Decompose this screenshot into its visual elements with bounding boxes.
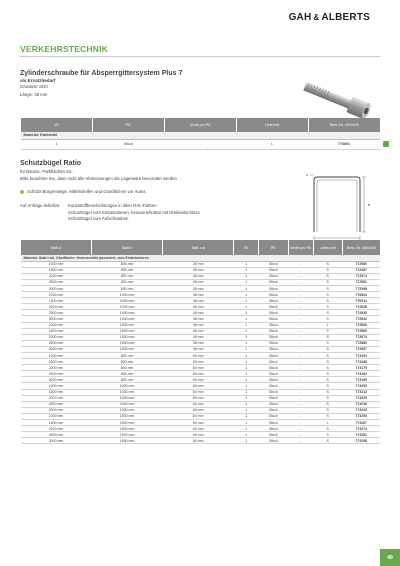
bullet-text: Schützt Bürgersteige, Mittelstreifen und Grasflächen vor Autos — [27, 189, 146, 195]
cell-mass-c: 60 mm — [163, 353, 234, 359]
cell-mass-b: 800 mm — [92, 359, 163, 365]
section-divider — [20, 56, 380, 57]
cell-inhalt: - — [288, 346, 313, 352]
cell-inhalt: - — [288, 279, 313, 285]
header-mass-a: Maß a — [21, 240, 92, 255]
cell-ve: 1 — [234, 407, 259, 413]
product2-table-wrap — [20, 240, 380, 444]
cell-mass-a: 1000 mm — [21, 353, 92, 359]
cell-pe: Stück — [259, 426, 288, 432]
cell-pe: Stück — [259, 395, 288, 401]
header-bestnr: Best.-Nr. 4004335 — [342, 240, 380, 255]
cell-mass-a: 2500 mm — [21, 432, 92, 438]
cell-mass-a: 2000 mm — [21, 334, 92, 340]
cell-mass-b: 1500 mm — [92, 334, 163, 340]
cell-pe: Stück — [259, 328, 288, 334]
cell-article-number: 773151 — [342, 353, 380, 359]
cell-mass-a: 2000 mm — [21, 426, 92, 432]
cell-article-number: 772873 — [342, 334, 380, 340]
cell-mass-c: 60 mm — [163, 371, 234, 377]
cell-mass-b: 1000 mm — [92, 292, 163, 298]
table-row — [21, 139, 381, 149]
cell-mass-b: 1500 mm — [92, 346, 163, 352]
cell-pe: Stück — [259, 285, 288, 291]
cell-lieferzeit: L — [236, 139, 308, 149]
request-label: Auf Anfrage lieferbar: — [20, 203, 61, 209]
request-list — [68, 203, 200, 223]
cell-pe: Stück — [259, 316, 288, 322]
cell-mass-c: 60 mm — [163, 359, 234, 365]
cell-mass-c: 48 mm — [163, 267, 234, 273]
request-item: Kunststoffbeschichtungen in allen RAL-Farben — [68, 203, 157, 209]
header-inhalt: Inhalt pro PE — [164, 118, 236, 132]
product2-info — [20, 160, 270, 223]
request-item: Schutzbügel zum Aufschrauben — [68, 216, 129, 222]
cell-inhalt: - — [288, 267, 313, 273]
cell-inhalt: - — [288, 426, 313, 432]
cell-pe: Stück — [259, 420, 288, 426]
cell-mass-a: 2000 mm — [21, 395, 92, 401]
cell-mass-a: 1000 mm — [21, 383, 92, 389]
cell-mass-c: 48 mm — [163, 273, 234, 279]
cell-article-number: 772897 — [342, 346, 380, 352]
product1-spec-thread: Gewinde: M10 — [20, 84, 48, 89]
cell-inhalt: - — [288, 340, 313, 346]
cell-inhalt: - — [288, 365, 313, 371]
cell-mass-a: 2500 mm — [21, 371, 92, 377]
cell-lieferzeit: S — [313, 267, 342, 273]
cell-ve: 1 — [234, 334, 259, 340]
cell-inhalt: - — [288, 389, 313, 395]
bullet-dot-icon — [20, 190, 24, 194]
cell-mass-c: 48 mm — [163, 261, 234, 267]
cell-mass-b: 1000 mm — [92, 401, 163, 407]
product2-header-row — [21, 240, 381, 255]
cell-pe: Stück — [259, 438, 288, 444]
cell-mass-c: 60 mm — [163, 401, 234, 407]
product2-line-2: Bitte beachten Sie, dass nicht alle Abmessungen als Lagerware bevorratet werden — [20, 175, 177, 181]
cell-lieferzeit: S — [313, 328, 342, 334]
cell-inhalt: - — [288, 316, 313, 322]
cell-inhalt: - — [288, 383, 313, 389]
cell-inhalt: - — [288, 401, 313, 407]
cell-ve: 1 — [234, 438, 259, 444]
cell-pe: Stück — [259, 407, 288, 413]
cell-inhalt: - — [288, 407, 313, 413]
product1-info — [20, 70, 260, 98]
cell-mass-a: 2000 mm — [21, 304, 92, 310]
cell-inhalt: - — [288, 359, 313, 365]
cell-lieferzeit: S — [313, 353, 342, 359]
cell-lieferzeit: S — [313, 407, 342, 413]
cell-mass-a: 2500 mm — [21, 310, 92, 316]
cell-lieferzeit: S — [313, 365, 342, 371]
product2-title: Schutzbügel Ratio — [20, 160, 82, 167]
cell-inhalt: - — [288, 371, 313, 377]
cell-lieferzeit: S — [313, 346, 342, 352]
cell-inhalt: - — [288, 273, 313, 279]
header-pe: PE — [92, 118, 164, 132]
cell-lieferzeit: S — [313, 298, 342, 304]
cell-mass-a: 3000 mm — [21, 346, 92, 352]
cell-mass-c: 48 mm — [163, 298, 234, 304]
cell-article-number: 772835 — [342, 310, 380, 316]
cell-lieferzeit: S — [313, 285, 342, 291]
product1-header-row — [21, 118, 381, 132]
brand-right: ALBERTS — [321, 12, 370, 23]
cell-pe: Stück — [259, 334, 288, 340]
cell-article-number: 772880 — [342, 340, 380, 346]
cell-lieferzeit: S — [313, 261, 342, 267]
cell-mass-b: 800 mm — [92, 285, 163, 291]
cell-inhalt: - — [288, 322, 313, 328]
cell-article-number: 773199 — [342, 377, 380, 383]
cell-inhalt: - — [288, 432, 313, 438]
cell-pe: Stück — [92, 139, 164, 149]
cell-lieferzeit: L — [313, 420, 342, 426]
cell-mass-b: 1000 mm — [92, 407, 163, 413]
cell-mass-a: 1500 mm — [21, 389, 92, 395]
product2-material: Material: Stahl roh, Oberfläche: feuerverzinkt passiviert, zum Einbetonieren — [21, 255, 381, 261]
cell-pe: Stück — [259, 353, 288, 359]
request-block — [20, 203, 270, 223]
cell-lieferzeit: S — [313, 413, 342, 419]
cell-article-number: 770804 — [342, 292, 380, 298]
cell-pe: Stück — [259, 304, 288, 310]
section-title: VERKEHRSTECHNIK — [20, 44, 109, 54]
cell-inhalt: - — [288, 395, 313, 401]
cell-pe: Stück — [259, 401, 288, 407]
header-inhalt: Inhalt pro PE — [288, 240, 313, 255]
cell-lieferzeit: S — [313, 383, 342, 389]
cell-lieferzeit: S — [313, 401, 342, 407]
cell-ve: 1 — [234, 359, 259, 365]
cell-ve: 1 — [234, 420, 259, 426]
cell-article-number: 770811 — [342, 298, 380, 304]
cell-mass-c: 48 mm — [163, 292, 234, 298]
cell-mass-b: 1500 mm — [92, 432, 163, 438]
cell-pe: Stück — [259, 377, 288, 383]
cell-ve: 1 — [234, 426, 259, 432]
cell-lieferzeit: S — [313, 432, 342, 438]
cell-lieferzeit: S — [313, 310, 342, 316]
cell-inhalt: - — [288, 285, 313, 291]
cell-ve: 1 — [234, 310, 259, 316]
cell-inhalt: - — [288, 353, 313, 359]
cell-article-number: 773250 — [342, 413, 380, 419]
cell-mass-b: 1000 mm — [92, 316, 163, 322]
cell-mass-a: 3000 mm — [21, 316, 92, 322]
cell-mass-a: 2000 mm — [21, 365, 92, 371]
cell-article-number: 772842 — [342, 316, 380, 322]
header-pe: PE — [259, 240, 288, 255]
product2-bullet — [20, 189, 270, 194]
request-item: Schutzbügel zum Einbetonieren, herausnehmbar mit Dreikantschloss — [68, 209, 200, 215]
cell-ve: 1 — [234, 365, 259, 371]
header-lieferzeit: Liefer-zeit — [313, 240, 342, 255]
cell-mass-b: 800 mm — [92, 353, 163, 359]
cell-mass-b: 1000 mm — [92, 395, 163, 401]
cell-inhalt: - — [288, 377, 313, 383]
cell-mass-c: 60 mm — [163, 395, 234, 401]
cell-mass-b: 1500 mm — [92, 322, 163, 328]
cell-article-number: 772828 — [342, 304, 380, 310]
cell-pe: Stück — [259, 346, 288, 352]
cell-mass-a: 3000 mm — [21, 285, 92, 291]
cell-mass-b: 1000 mm — [92, 304, 163, 310]
cell-mass-a: 1500 mm — [21, 420, 92, 426]
cell-mass-a: 1000 mm — [21, 322, 92, 328]
cell-mass-c: 60 mm — [163, 389, 234, 395]
cell-mass-c: 48 mm — [163, 316, 234, 322]
cell-ve: 1 — [234, 273, 259, 279]
product1-material: Material: Edelstahl — [21, 132, 381, 139]
cell-mass-c: 60 mm — [163, 365, 234, 371]
cart-icon[interactable] — [383, 141, 389, 147]
cell-mass-a: 2500 mm — [21, 279, 92, 285]
cell-ve: 1 — [234, 377, 259, 383]
cell-mass-c: 48 mm — [163, 346, 234, 352]
cell-article-number: 773229 — [342, 395, 380, 401]
cell-ve: 1 — [234, 432, 259, 438]
cell-mass-b: 800 mm — [92, 267, 163, 273]
cell-article-number: 772567 — [342, 267, 380, 273]
cell-article-number: 772560 — [342, 261, 380, 267]
cell-mass-c: 48 mm — [163, 334, 234, 340]
brand-logo: GAH & ALBERTS — [288, 12, 370, 23]
cell-mass-a: 1500 mm — [21, 328, 92, 334]
cell-mass-c: 60 mm — [163, 407, 234, 413]
cell-ve: 1 — [234, 316, 259, 322]
product1-material-row — [21, 132, 381, 139]
cell-mass-a: 1500 mm — [21, 298, 92, 304]
cell-mass-b: 800 mm — [92, 273, 163, 279]
cell-mass-b: 1500 mm — [92, 426, 163, 432]
cell-mass-a: 1500 mm — [21, 267, 92, 273]
cell-lieferzeit: S — [313, 304, 342, 310]
cell-pe: Stück — [259, 413, 288, 419]
cell-lieferzeit: S — [313, 377, 342, 383]
cell-mass-c: 60 mm — [163, 377, 234, 383]
cell-ve: 1 — [234, 285, 259, 291]
cell-inhalt: - — [288, 292, 313, 298]
cell-article-number: 772859 — [342, 322, 380, 328]
cell-mass-a: 1000 mm — [21, 413, 92, 419]
cell-inhalt: - — [288, 261, 313, 267]
cell-mass-a: 3000 mm — [21, 407, 92, 413]
cell-article-number — [308, 139, 380, 149]
cell-mass-b: 800 mm — [92, 279, 163, 285]
cell-ve: 1 — [234, 353, 259, 359]
cell-mass-b: 800 mm — [92, 371, 163, 377]
cell-lieferzeit: S — [313, 279, 342, 285]
cell-article-number: 773168 — [342, 359, 380, 365]
cell-mass-b: 1000 mm — [92, 298, 163, 304]
cell-lieferzeit: S — [313, 316, 342, 322]
cell-mass-a: 3000 mm — [21, 377, 92, 383]
header-lieferzeit: Lieferzeit — [236, 118, 308, 132]
cell-inhalt: - — [288, 310, 313, 316]
cell-mass-c: 60 mm — [163, 438, 234, 444]
cell-ve: 1 — [234, 322, 259, 328]
cell-pe: Stück — [259, 340, 288, 346]
cell-ve: 1 — [234, 383, 259, 389]
cell-lieferzeit: S — [313, 273, 342, 279]
cell-ve: 1 — [234, 340, 259, 346]
cell-mass-c: 48 mm — [163, 285, 234, 291]
cell-article-number: 773281 — [342, 432, 380, 438]
cell-pe: Stück — [259, 279, 288, 285]
cell-ve: 1 — [234, 413, 259, 419]
cell-pe: Stück — [259, 389, 288, 395]
cell-mass-c: 48 mm — [163, 304, 234, 310]
dim-label-c: c — [306, 172, 308, 177]
header-bestnr: Best.-Nr. 4004335 — [308, 118, 380, 132]
cell-inhalt: - — [288, 328, 313, 334]
cell-ve: 1 — [234, 328, 259, 334]
cell-pe: Stück — [259, 292, 288, 298]
header-ve: VE — [234, 240, 259, 255]
cell-mass-c: 60 mm — [163, 420, 234, 426]
cell-lieferzeit: L — [313, 322, 342, 328]
cell-article-number: 772598 — [342, 285, 380, 291]
cell-mass-c: 48 mm — [163, 328, 234, 334]
cell-ve: 1 — [234, 267, 259, 273]
cell-ve: 1 — [234, 298, 259, 304]
cell-inhalt: - — [288, 413, 313, 419]
cell-pe: Stück — [259, 322, 288, 328]
cell-mass-a: 2500 mm — [21, 340, 92, 346]
cell-lieferzeit: S — [313, 371, 342, 377]
cell-inhalt: - — [288, 334, 313, 340]
cell-lieferzeit: S — [313, 438, 342, 444]
cell-inhalt: - — [288, 304, 313, 310]
cell-mass-b: 1500 mm — [92, 420, 163, 426]
cell-article-number: 772574 — [342, 273, 380, 279]
cell-mass-c: 48 mm — [163, 340, 234, 346]
cell-ve: 1 — [234, 395, 259, 401]
cell-mass-a: 1000 mm — [21, 292, 92, 298]
cell-ve: 1 — [234, 292, 259, 298]
dim-label-b: b — [368, 202, 371, 207]
product1-table-wrap — [20, 118, 380, 150]
cell-inhalt: - — [288, 298, 313, 304]
cell-ve: 1 — [234, 261, 259, 267]
header-mass-c: Maß c ø — [163, 240, 234, 255]
cell-mass-c: 60 mm — [163, 413, 234, 419]
cell-article-number: 773274 — [342, 426, 380, 432]
cell-ve: 1 — [234, 304, 259, 310]
header-mass-b: Maß b — [92, 240, 163, 255]
cell-inhalt: - — [288, 438, 313, 444]
cell-lieferzeit: S — [313, 340, 342, 346]
product2-table — [20, 240, 380, 444]
cell-mass-b: 1000 mm — [92, 383, 163, 389]
cell-lieferzeit: S — [313, 334, 342, 340]
cell-mass-c: 48 mm — [163, 310, 234, 316]
cell-article-number: 773267 — [342, 420, 380, 426]
product2-line-1: für Bäume, Parkflächen etc. — [20, 169, 74, 174]
cell-ve: 1 — [234, 346, 259, 352]
cell-article-number: 772581 — [342, 279, 380, 285]
cell-mass-c: 48 mm — [163, 279, 234, 285]
cell-article-number: 773205 — [342, 383, 380, 389]
cell-mass-b: 1500 mm — [92, 328, 163, 334]
cell-article-number: 773243 — [342, 407, 380, 413]
cell-pe: Stück — [259, 365, 288, 371]
cell-pe: Stück — [259, 432, 288, 438]
product1-spec-length: Länge: 35 mm — [20, 91, 48, 97]
cell-ve: 1 — [234, 279, 259, 285]
cell-pe: Stück — [259, 383, 288, 389]
cell-ve: 1 — [234, 389, 259, 395]
brand-left: GAH — [288, 12, 312, 23]
page-number: 49 — [380, 549, 400, 566]
cell-mass-b: 1500 mm — [92, 413, 163, 419]
cell-mass-c: 60 mm — [163, 426, 234, 432]
cell-lieferzeit: S — [313, 389, 342, 395]
table-row — [21, 438, 381, 444]
cell-mass-c: 48 mm — [163, 322, 234, 328]
cell-pe: Stück — [259, 310, 288, 316]
cell-pe: Stück — [259, 359, 288, 365]
cell-mass-b: 1000 mm — [92, 389, 163, 395]
cell-lieferzeit: S — [313, 359, 342, 365]
cell-article-number: 772866 — [342, 328, 380, 334]
cell-article-number: 773236 — [342, 401, 380, 407]
cell-ve: 1 — [234, 371, 259, 377]
cell-mass-c: 60 mm — [163, 383, 234, 389]
cell-lieferzeit: S — [313, 292, 342, 298]
cell-mass-a: 1000 mm — [21, 261, 92, 267]
cell-mass-b: 800 mm — [92, 377, 163, 383]
cell-mass-b: 800 mm — [92, 365, 163, 371]
cell-article-number: 773182 — [342, 371, 380, 377]
header-ve: VE — [21, 118, 93, 132]
cell-article-number: 773175 — [342, 365, 380, 371]
article-number: 774691 — [338, 142, 351, 146]
cell-pe: Stück — [259, 298, 288, 304]
cell-mass-a: 3000 mm — [21, 438, 92, 444]
product1-subtitle: als Ersatzbedarf — [20, 78, 56, 83]
cell-pe: Stück — [259, 267, 288, 273]
cell-ve: 1 — [234, 401, 259, 407]
cell-article-number: 773298 — [342, 438, 380, 444]
cell-ve: 1 — [21, 139, 93, 149]
cell-pe: Stück — [259, 273, 288, 279]
cell-mass-b: 1500 mm — [92, 438, 163, 444]
product1-table — [20, 118, 380, 150]
cell-mass-b: 1000 mm — [92, 310, 163, 316]
cell-mass-b: 800 mm — [92, 261, 163, 267]
cell-mass-a: 2500 mm — [21, 401, 92, 407]
cell-mass-b: 1500 mm — [92, 340, 163, 346]
cell-mass-c: 60 mm — [163, 432, 234, 438]
cell-mass-a: 2000 mm — [21, 273, 92, 279]
dimension-drawing — [300, 172, 380, 247]
product1-title: Zylinderschraube für Absperrgittersystem Plus 7 — [20, 70, 183, 77]
cell-mass-a: 1500 mm — [21, 359, 92, 365]
cell-inhalt: - — [164, 139, 236, 149]
cell-inhalt: - — [288, 420, 313, 426]
cell-article-number: 773212 — [342, 389, 380, 395]
cell-pe: Stück — [259, 261, 288, 267]
cell-lieferzeit: S — [313, 426, 342, 432]
cell-lieferzeit: S — [313, 395, 342, 401]
cell-pe: Stück — [259, 371, 288, 377]
